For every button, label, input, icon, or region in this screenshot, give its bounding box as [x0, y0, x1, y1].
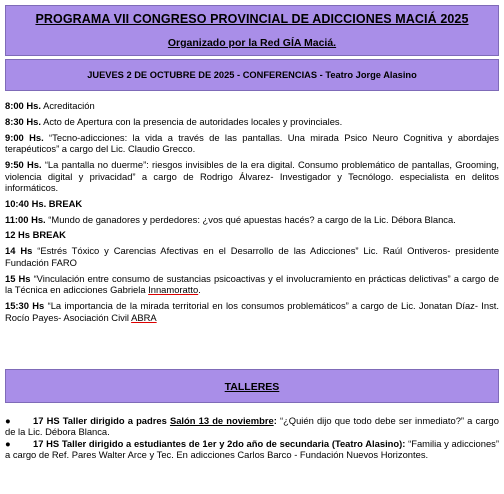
- talleres-band: [5, 369, 499, 403]
- schedule-time: 8:30 Hs.: [5, 115, 41, 127]
- schedule-time: 15 Hs: [5, 272, 31, 284]
- workshop-text: “¿Quién dijo que todo debe ser inmediato?” a cargo de la Lic. Débora Blanca.: [5, 415, 499, 438]
- schedule-item: [5, 229, 499, 241]
- schedule-text-end: .: [198, 284, 201, 296]
- schedule-item: [5, 245, 499, 268]
- page-title: PROGRAMA VII CONGRESO PROVINCIAL DE ADICCIONES MACIÁ 2025: [35, 12, 469, 26]
- schedule-text: “La importancia de la mirada territorial en los consumos problemáticos” a cargo de Lic. Jonatan Díaz- Inst. Rocío Payes- Asociación Civil: [5, 300, 499, 323]
- bullet-icon: ●: [5, 437, 11, 449]
- schedule-time: 11:00 Hs.: [5, 213, 46, 225]
- schedule-time: 15:30 Hs: [5, 300, 45, 311]
- schedule-text: “Estrés Tóxico y Carencias Afectivas en el Desarrollo de las Adicciones” Lic. Raúl Ontiveros- presidente Fundación FARO: [5, 245, 499, 268]
- schedule-item: [5, 159, 499, 194]
- talleres-title: TALLERES: [224, 381, 280, 393]
- workshop-lead-end: :: [273, 415, 277, 426]
- bullet-icon: ●: [5, 415, 11, 426]
- schedule-list: [5, 100, 499, 327]
- day-band: [5, 59, 499, 91]
- schedule-time: 8:00 Hs.: [5, 100, 41, 111]
- workshop-lead: 17 HS Taller dirigido a padres: [33, 415, 170, 426]
- schedule-text: “Vinculación entre consumo de sustancias psicoactivas y el involucramiento en prácticas delictivas” a cargo de la Técnica en adicciones Gabriela: [5, 272, 499, 296]
- schedule-item: [5, 132, 499, 155]
- workshop-list: [5, 415, 499, 461]
- schedule-item: [5, 198, 499, 210]
- schedule-time: 9:00 Hs.: [5, 131, 44, 143]
- schedule-text-underlined: ABRA: [131, 311, 157, 323]
- schedule-item: [5, 300, 499, 323]
- schedule-text: “Mundo de ganadores y perdedores: ¿vos qué apuestas hacés? a cargo de la Lic. Débora Blanca.: [48, 213, 456, 225]
- schedule-text: Acto de Apertura con la presencia de autoridades locales y provinciales.: [43, 115, 343, 127]
- schedule-item: [5, 214, 499, 226]
- schedule-time: 14 Hs: [5, 245, 33, 257]
- schedule-time: 9:50 Hs.: [5, 158, 42, 170]
- schedule-time: 12 Hs BREAK: [5, 229, 66, 241]
- workshop-text: “Familia y adicciones” a cargo de Ref. Pares Walter Arce y Tec. En adicciones Carlos Barco - Fundación Nuevos Horizontes.: [5, 437, 499, 461]
- schedule-item: [5, 100, 499, 112]
- schedule-text-underlined: Innamoratto: [148, 284, 199, 296]
- workshop-item: [5, 438, 499, 461]
- schedule-time: 10:40 Hs. BREAK: [5, 197, 83, 209]
- workshop-location: Salón 13 de noviembre: [169, 415, 274, 426]
- header-band: [5, 5, 499, 56]
- workshop-lead: 17 HS Taller dirigido a estudiantes de 1er y 2do año de secundaria (Teatro Alasino):: [33, 437, 406, 449]
- day-title: JUEVES 2 DE OCTUBRE DE 2025 - CONFERENCIAS - Teatro Jorge Alasino: [87, 70, 417, 80]
- schedule-text: Acreditación: [43, 100, 95, 111]
- schedule-item: [5, 273, 499, 296]
- schedule-text: “Tecno-adicciones: la vida a través de las pantallas. Una mirada Psico Neuro Cognitiva y abordajes terapéuticos” a cargo del Lic. Claudio Grecco.: [5, 131, 499, 155]
- workshop-item: [5, 415, 499, 438]
- schedule-text: “La pantalla no duerme”: riesgos invisibles de la era digital. Consumo problemático de pantallas, Grooming, violencia digital y privacidad” a cargo de Rodrigo Álvarez- Investigador y Tecnólogo. especialista en delitos informáticos.: [5, 158, 499, 194]
- schedule-item: [5, 116, 499, 128]
- page-subtitle: Organizado por la Red GÍA Maciá.: [167, 37, 337, 49]
